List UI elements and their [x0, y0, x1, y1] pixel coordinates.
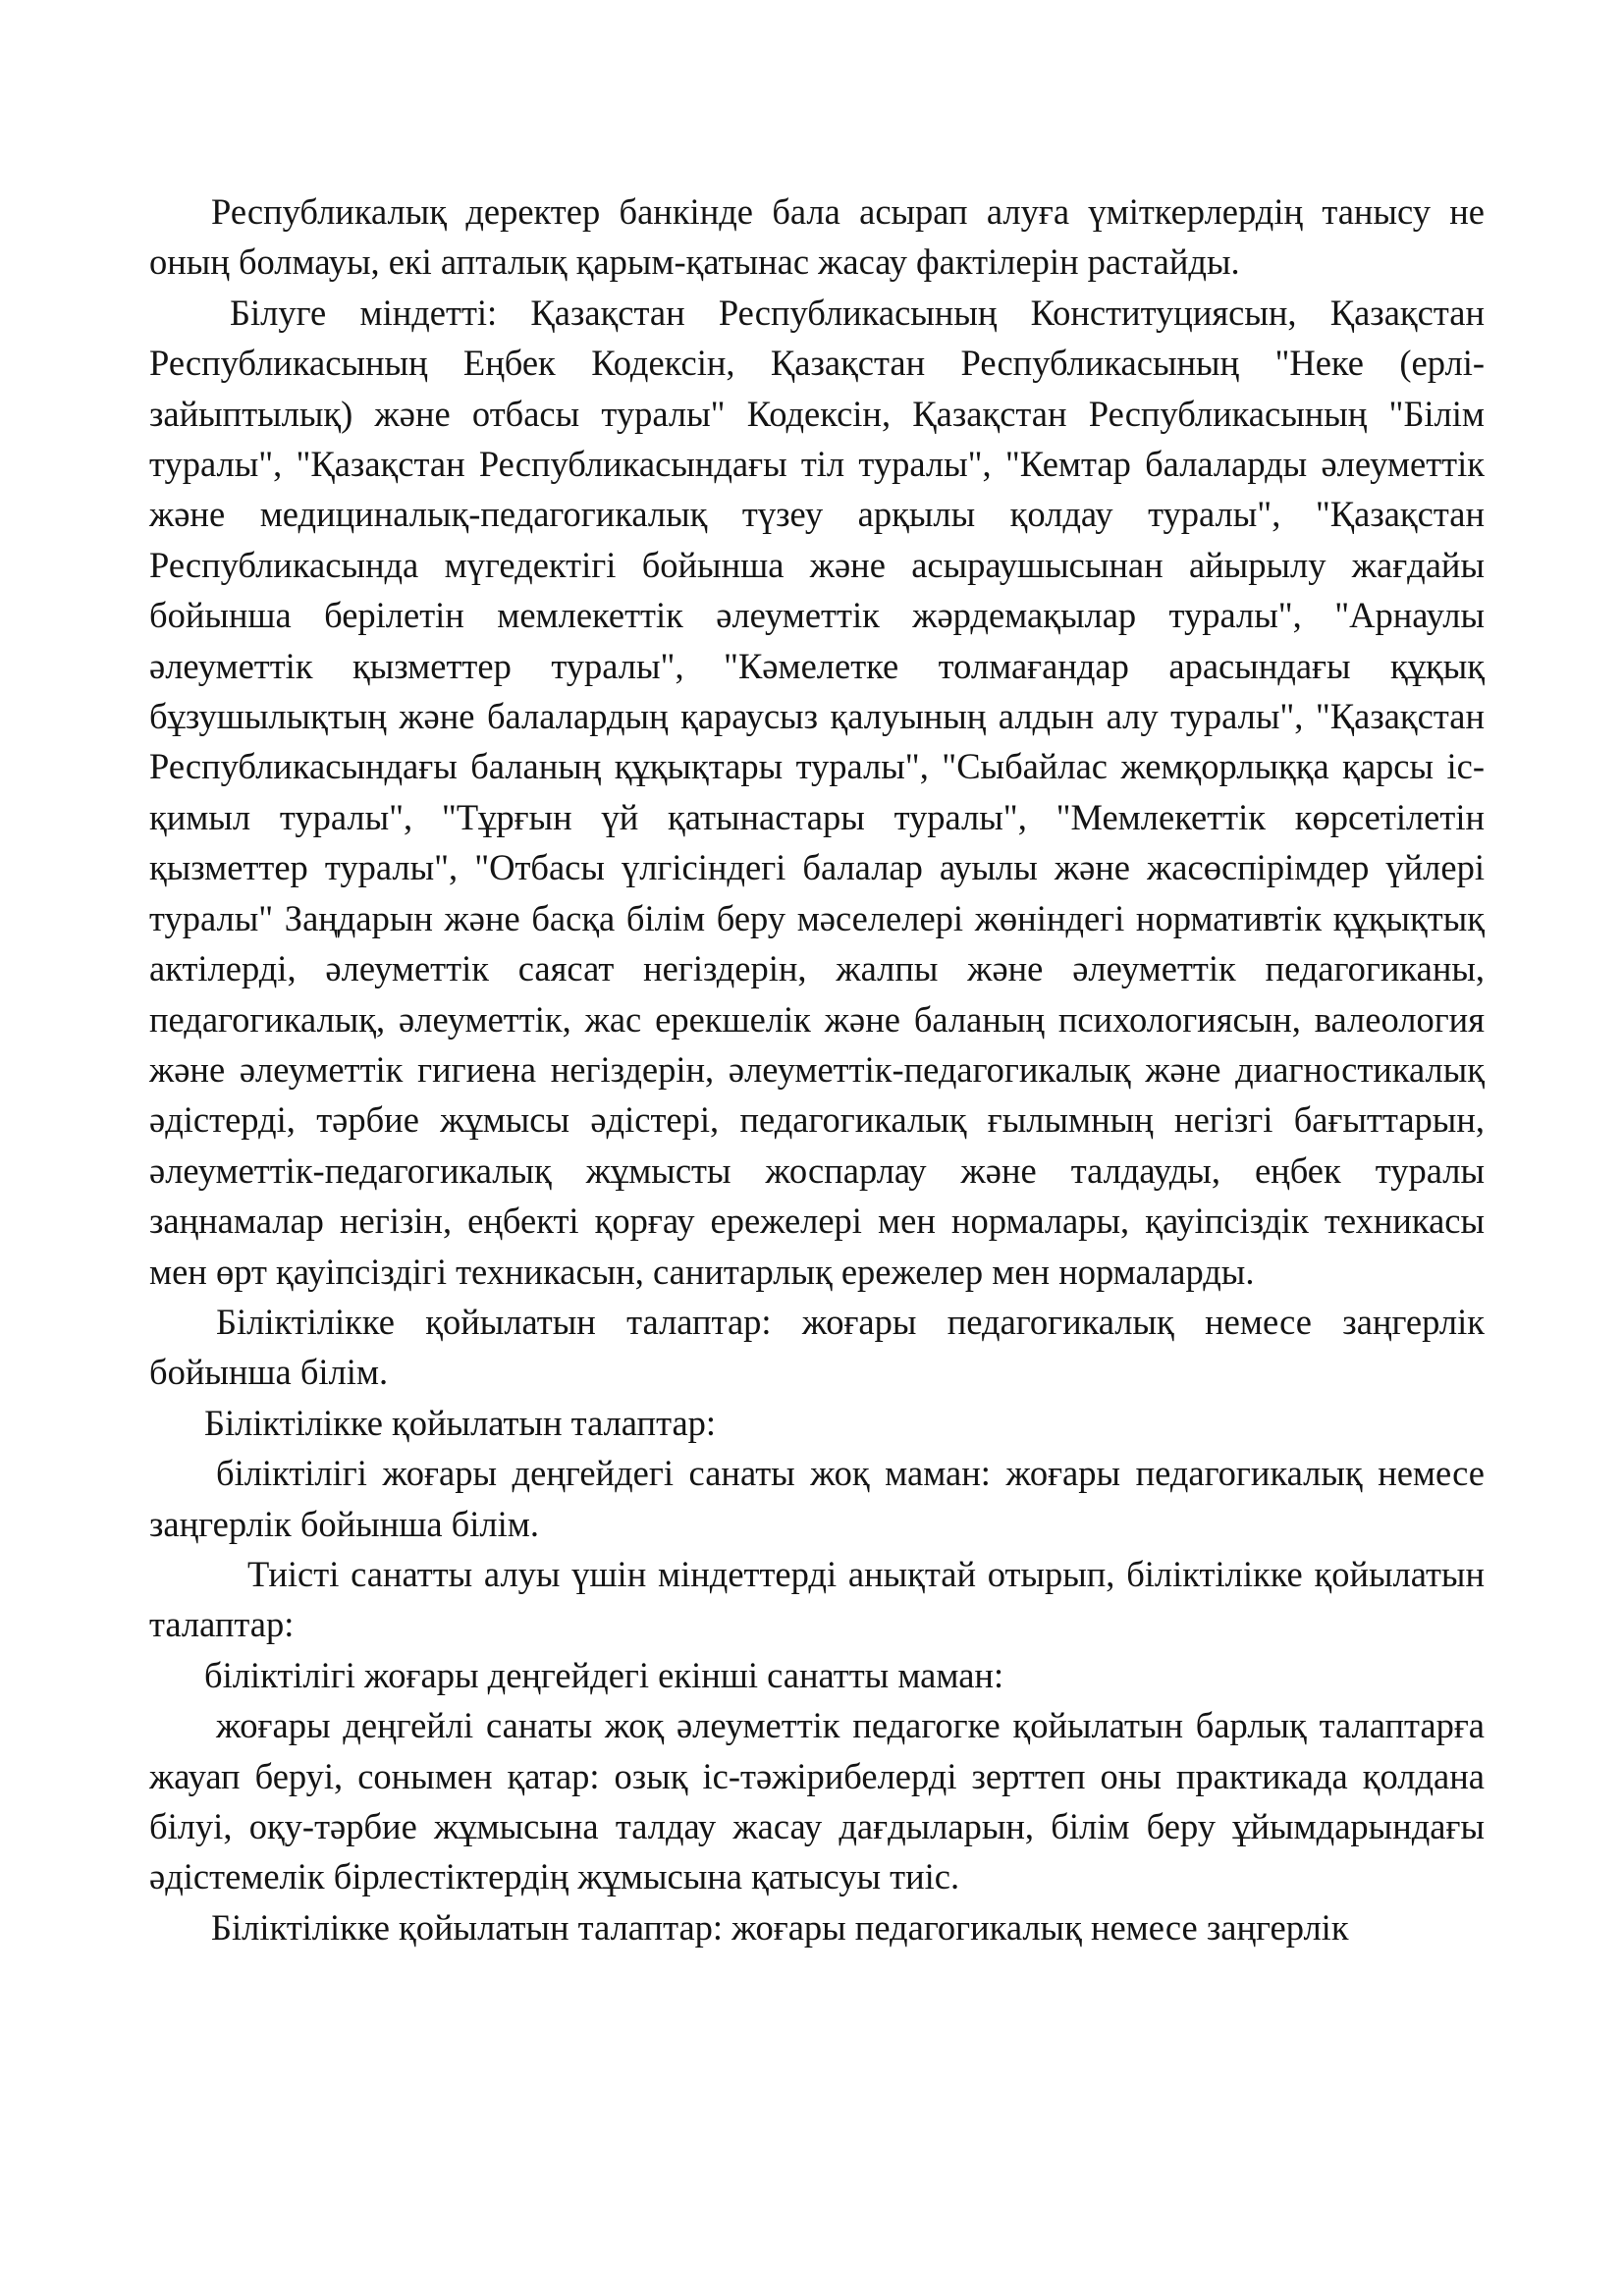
- paragraph-second-category-specialist: біліктілігі жоғары деңгейдегі екінші санатты маман:: [204, 1654, 1004, 1695]
- paragraph-qualification-requirements: Біліктілікке қойылатын талаптар: жоғары педагогикалық немесе заңгерлік бойынша білім.: [149, 1301, 1485, 1393]
- paragraph-no-category-specialist: біліктілігі жоғары деңгейдегі санаты жоқ маман: жоғары педагогикалық немесе заңгерлік бойынша білім.: [149, 1453, 1485, 1544]
- paragraph-qualification-heading: Біліктілікке қойылатын талаптар:: [204, 1402, 717, 1443]
- paragraph-second-category-duties: жоғары деңгейлі санаты жоқ әлеуметтік педагогке қойылатын барлық талаптарға жауап беруі, сонымен қатар: озық іс-тәжірибелерді зерттеп оны практикада қолдана білуі, оқу-тәрбие жұмысына талдау жасау дағдыларын, білім беру ұйымдарындағы әдістемелік бірлестіктердің жұмысына қатысуы тиіс.: [149, 1705, 1485, 1897]
- paragraph-adoption-registry: Республикалық деректер банкінде бала асырап алуға үміткерлердің танысу не оның болмауы, екі апталық қарым-қатынас жасау фактілерін растайды.: [149, 191, 1485, 283]
- paragraph-category-requirements: Тиісті санатты алуы үшін міндеттерді анықтай отырып, біліктілікке қойылатын талаптар:: [149, 1553, 1485, 1645]
- paragraph-qualification-requirements-continued: Біліктілікке қойылатын талаптар: жоғары педагогикалық немесе заңгерлік: [211, 1906, 1349, 1948]
- paragraph-required-knowledge: Білуге міндетті: Қазақстан Республикасының Конституциясын, Қазақстан Республикасының Еңбек Кодексін, Қазақстан Республикасының "Неке (ерлі-зайыптылық) және отбасы туралы" Кодексін, Қазақстан Республикасының "Білім туралы", "Қазақстан Республикасындағы тіл туралы", "Кемтар балаларды әлеуметтік және медициналық-педагогикалық түзеу арқылы қолдау туралы", "Қазақстан Республикасында мүгедектігі бойынша және асыраушысынан айырылу жағдайы бойынша берілетін мемлекеттік әлеуметтік жәрдемақылар туралы", "Арнаулы әлеуметтік қызметтер туралы", "Кәмелетке толмағандар арасындағы құқық бұзушылықтың және балалардың қараусыз қалуының алдын алу туралы", "Қазақстан Республикасындағы баланың құқықтары туралы", "Сыбайлас жемқорлыққа қарсы іс-қимыл туралы", "Тұрғын үй қатынастары туралы", "Мемлекеттік көрсетілетін қызметтер туралы", "Отбасы үлгісіндегі балалар ауылы және жасөспірімдер үйлері туралы" Заңдарын және басқа білім беру мәселелері жөніндегі нормативтік құқықтық актілерді, әлеуметтік саясат негіздерін, жалпы және әлеуметтік педагогиканы, педагогикалық, әлеуметтік, жас ерекшелік және баланың психологиясын, валеология және әлеуметтік гигиена негіздерін, әлеуметтік-педагогикалық және диагностикалық әдістерді, тәрбие жұмысы әдістері, педагогикалық ғылымның негізгі бағыттарын, әлеуметтік-педагогикалық жұмысты жоспарлау және талдауды, еңбек туралы заңнамалар негізін, еңбекті қорғау ережелері мен нормалары, қауіпсіздік техникасы мен өрт қауіпсіздігі техникасын, санитарлық ережелер мен нормаларды.: [149, 292, 1485, 1292]
- document-body: [149, 187, 1485, 1952]
